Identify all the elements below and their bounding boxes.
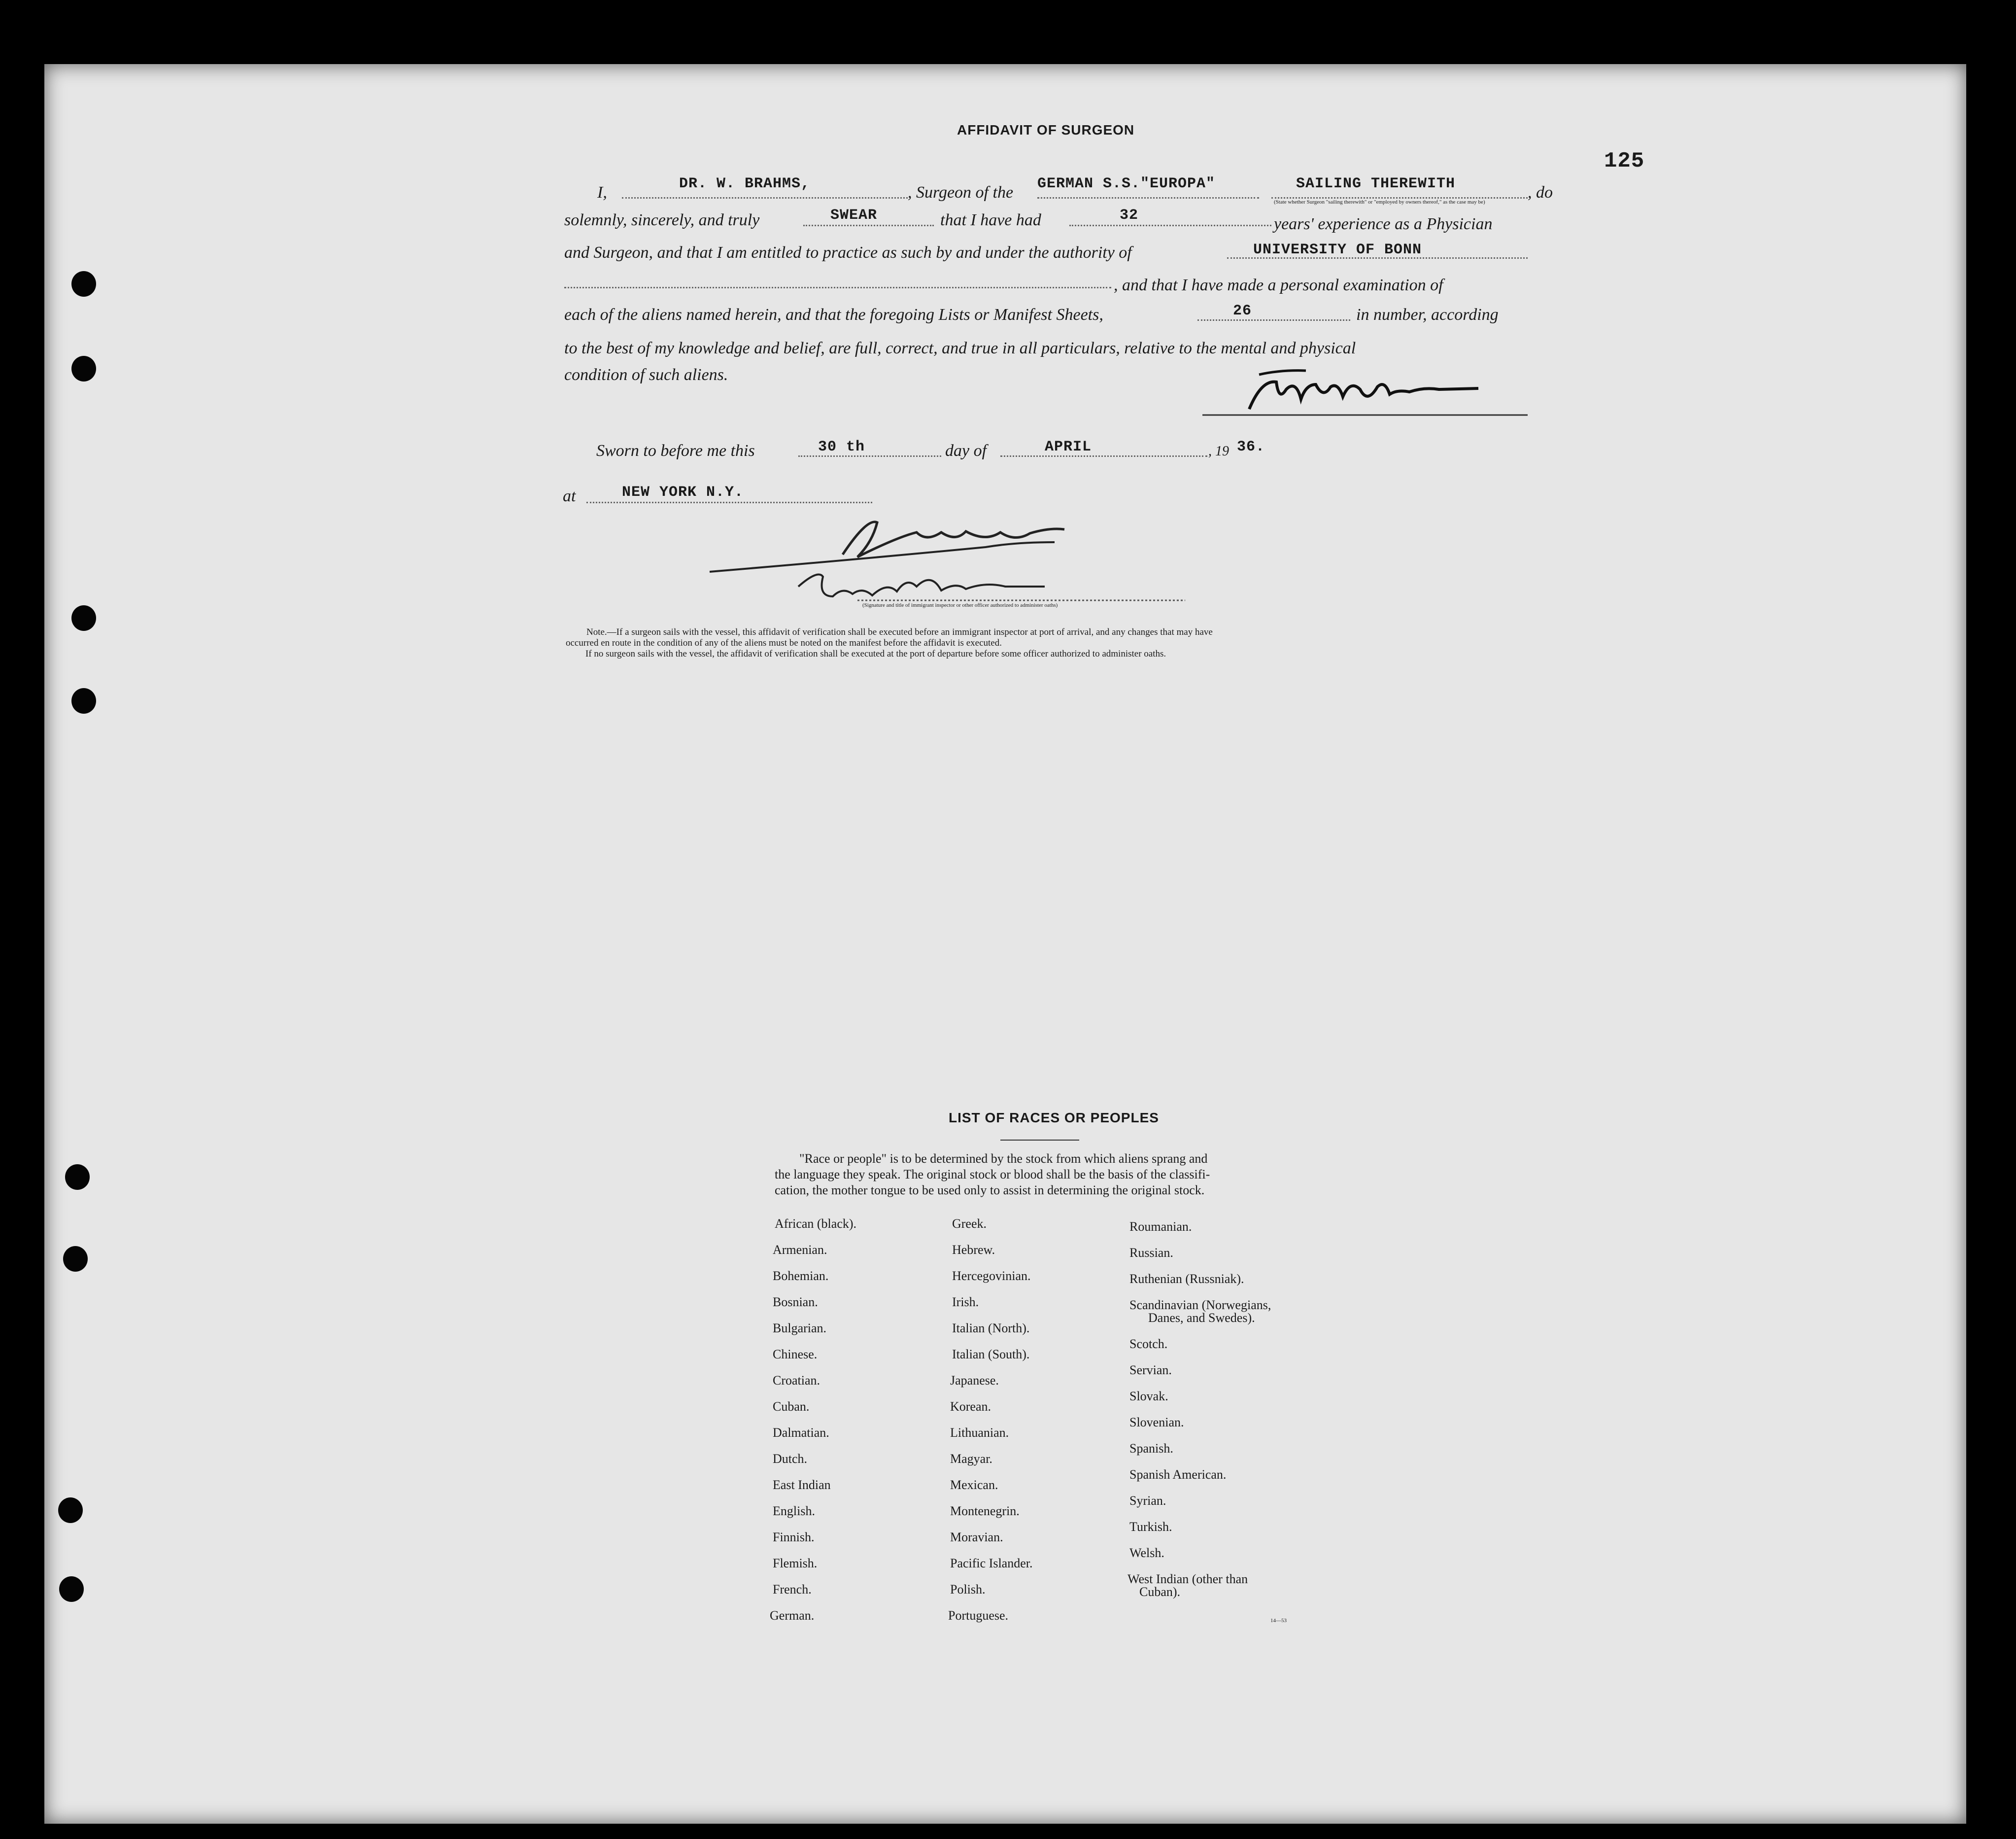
race-item: Russian.: [1129, 1246, 1173, 1260]
race-item: Servian.: [1129, 1363, 1172, 1377]
text-best-knowledge: to the best of my knowledge and belief, are full, correct, and true in all particulars, relative to the mental and physical: [564, 339, 1356, 357]
races-intro-2: the language they speak. The original stock or blood shall be the basis of the classifi-: [775, 1167, 1210, 1181]
race-item: Dutch.: [773, 1452, 808, 1466]
field-line: [1271, 197, 1528, 199]
race-item: Slovak.: [1129, 1389, 1168, 1403]
race-item: English.: [773, 1504, 815, 1518]
race-item: Hercegovinian.: [952, 1269, 1031, 1283]
binder-hole: [65, 1164, 90, 1190]
surgeon-name: DR. W. BRAHMS,: [679, 175, 811, 192]
form-code: 14—53: [1270, 1618, 1287, 1624]
binder-hole: [71, 688, 96, 714]
race-item: Cuban.: [773, 1399, 810, 1414]
race-item: German.: [770, 1608, 815, 1623]
text-in-number: in number, according: [1356, 306, 1499, 324]
race-item: Dalmatian.: [773, 1425, 829, 1440]
race-item: Bohemian.: [773, 1269, 829, 1283]
race-item: Flemish.: [773, 1556, 818, 1570]
sworn-place: NEW YORK N.Y.: [622, 484, 744, 501]
race-item: Magyar.: [950, 1452, 992, 1466]
binder-hole: [63, 1246, 88, 1272]
race-item: Italian (North).: [952, 1321, 1030, 1335]
race-item: Syrian.: [1129, 1493, 1166, 1508]
text-sworn: Sworn to before me this: [596, 442, 755, 460]
text-years: years' experience as a Physician: [1274, 215, 1493, 233]
binder-hole: [71, 271, 96, 297]
race-item: Italian (South).: [952, 1347, 1030, 1361]
note-line-2: occurred en route in the condition of any of the aliens must be noted on the manifest before the affidavit is executed.: [566, 638, 1002, 648]
sailing-status: SAILING THEREWITH: [1296, 175, 1456, 192]
surgeon-signature: [1202, 360, 1528, 419]
race-item: Roumanian.: [1129, 1219, 1192, 1234]
text-solemnly: solemnly, sincerely, and truly: [564, 211, 760, 229]
race-item: Scandinavian (Norwegians,: [1129, 1298, 1271, 1312]
text-examination: , and that I have made a personal examination of: [1114, 276, 1443, 294]
text-surgeon-of: , Surgeon of the: [908, 183, 1014, 202]
race-item: Turkish.: [1129, 1520, 1172, 1534]
race-item: French.: [773, 1582, 812, 1596]
text-each-alien: each of the aliens named herein, and that the foregoing Lists or Manifest Sheets,: [564, 306, 1103, 324]
sworn-day: 30 th: [818, 439, 865, 455]
binder-hole: [71, 356, 96, 382]
field-line: [1197, 319, 1350, 321]
field-line: [798, 455, 941, 457]
race-item: Chinese.: [773, 1347, 818, 1361]
note-line-3: If no surgeon sails with the vessel, the affidavit of verification shall be executed at the port of departure before some officer authorized to administer oaths.: [585, 649, 1166, 659]
race-item: Bosnian.: [773, 1295, 818, 1309]
sworn-month: APRIL: [1045, 439, 1092, 455]
race-item: Ruthenian (Russniak).: [1129, 1272, 1244, 1286]
race-item: Croatian.: [773, 1373, 820, 1388]
race-item: Japanese.: [950, 1373, 999, 1388]
field-line: [803, 225, 934, 226]
race-item: Pacific Islander.: [950, 1556, 1033, 1570]
binder-hole: [71, 605, 96, 631]
officer-caption: (Signature and title of immigrant inspector or other officer authorized to administer oaths): [862, 602, 1058, 608]
text-at: at: [563, 487, 576, 505]
races-title-rule: [1000, 1140, 1079, 1141]
text-day-of: day of: [945, 442, 987, 460]
oath-word: SWEAR: [830, 207, 878, 224]
race-item: Irish.: [952, 1295, 979, 1309]
vessel-name: GERMAN S.S."EUROPA": [1037, 175, 1216, 192]
race-item: Cuban).: [1139, 1585, 1181, 1599]
race-item: Hebrew.: [952, 1243, 995, 1257]
race-item: Spanish.: [1129, 1441, 1173, 1456]
field-line: [1069, 225, 1271, 226]
race-item: Greek.: [952, 1216, 987, 1231]
field-line: [586, 502, 872, 503]
page-number: 125: [1604, 149, 1645, 173]
race-item: East Indian: [773, 1478, 831, 1492]
sheet-count: 26: [1233, 303, 1252, 319]
status-hint: (State whether Surgeon "sailing therewith" or "employed by owners thereof," as the case may be): [1274, 199, 1485, 205]
field-line: [1000, 455, 1207, 457]
text-condition: condition of such aliens.: [564, 366, 728, 384]
field-line: [622, 197, 908, 199]
field-line: [564, 287, 1111, 288]
races-title: LIST OF RACES OR PEOPLES: [949, 1110, 1159, 1125]
races-intro-1: "Race or people" is to be determined by the stock from which aliens sprang and: [799, 1151, 1208, 1166]
text-and-surgeon: and Surgeon, and that I am entitled to practice as such by and under the authority of: [564, 243, 1132, 262]
note-line-1: Note.—If a surgeon sails with the vessel, this affidavit of verification shall be executed before an immigrant inspector at port of arrival, and any changes that may have: [586, 627, 1213, 637]
race-item: Polish.: [950, 1582, 986, 1596]
race-item: Mexican.: [950, 1478, 998, 1492]
inspector-signature: [710, 513, 1163, 611]
binder-hole: [58, 1497, 83, 1523]
race-item: Moravian.: [950, 1530, 1003, 1544]
binder-hole: [59, 1576, 84, 1602]
race-item: Danes, and Swedes).: [1148, 1311, 1255, 1325]
race-item: Montenegrin.: [950, 1504, 1020, 1518]
authority: UNIVERSITY OF BONN: [1253, 242, 1422, 258]
text-have-had: that I have had: [940, 211, 1041, 229]
field-line: [1037, 197, 1259, 199]
text-do: , do: [1528, 183, 1553, 202]
sworn-year: 36.: [1237, 439, 1265, 455]
race-item: Spanish American.: [1129, 1467, 1227, 1482]
race-item: Lithuanian.: [950, 1425, 1009, 1440]
race-item: Korean.: [950, 1399, 991, 1414]
race-item: Armenian.: [773, 1243, 827, 1257]
affidavit-title: AFFIDAVIT OF SURGEON: [957, 122, 1135, 138]
race-item: Portuguese.: [948, 1608, 1009, 1623]
years-experience: 32: [1120, 207, 1139, 224]
races-intro-3: cation, the mother tongue to be used only to assist in determining the original stock.: [775, 1183, 1205, 1197]
race-item: West Indian (other than: [1128, 1572, 1248, 1586]
race-item: Scotch.: [1129, 1337, 1168, 1351]
text-nineteen: , 19: [1208, 444, 1229, 459]
race-item: Welsh.: [1129, 1546, 1164, 1560]
race-item: Finnish.: [773, 1530, 815, 1544]
race-item: African (black).: [775, 1216, 857, 1231]
race-item: Slovenian.: [1129, 1415, 1184, 1429]
race-item: Bulgarian.: [773, 1321, 827, 1335]
text-i: I,: [597, 183, 607, 202]
